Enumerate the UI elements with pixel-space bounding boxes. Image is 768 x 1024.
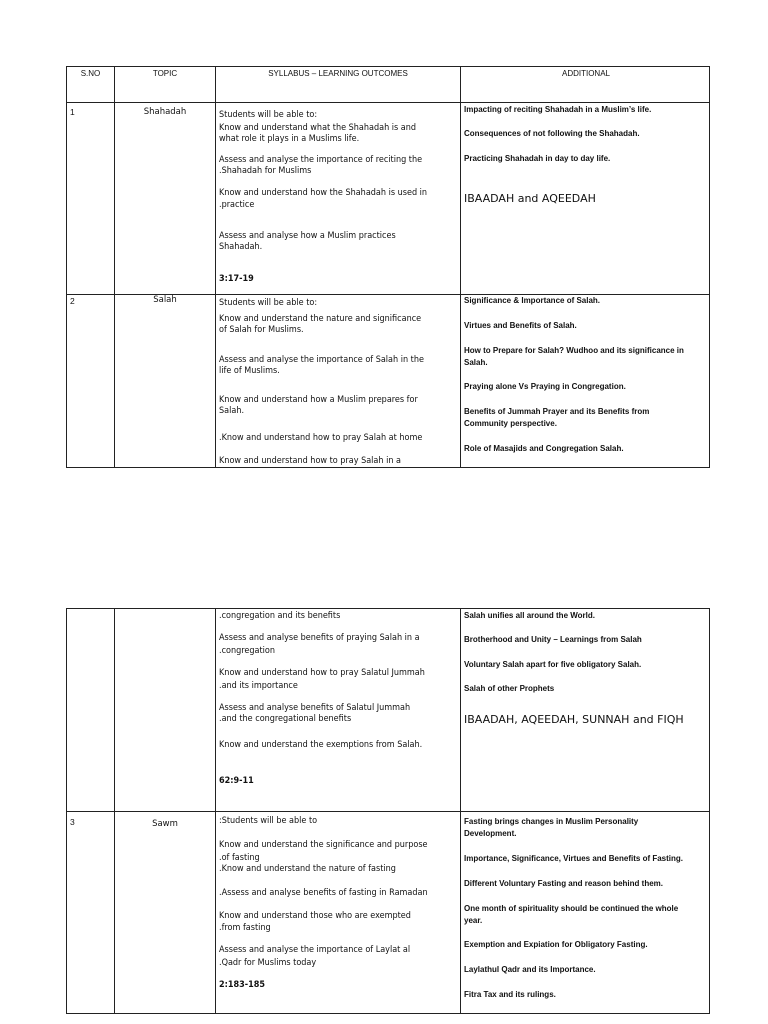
row-3-additional-line: year. — [464, 916, 483, 925]
header-divider — [67, 102, 709, 103]
row-2-cont-additional-line: Brotherhood and Unity – Learnings from Salah — [464, 635, 642, 644]
row-2-cont-syllabus-line: Know and understand how to pray Salatul Jummah — [219, 668, 425, 678]
row-2-cont-additional-line: Voluntary Salah apart for five obligatory Salah. — [464, 660, 642, 669]
row-3-additional-line: Different Voluntary Fasting and reason behind them. — [464, 879, 663, 888]
row-1-syllabus-line: .Shahadah for Muslims — [219, 166, 312, 176]
row-1-syllabus-line: Students will be able to: — [219, 110, 318, 120]
row-3-additional-line: Fitra Tax and its rulings. — [464, 990, 556, 999]
row-3-quran-reference: 2:183-185 — [219, 980, 266, 990]
row-3-syllabus-line: :Students will be able to — [219, 816, 318, 826]
row-2-additional-line: Role of Masajids and Congregation Salah. — [464, 444, 624, 453]
row-3-syllabus-line: .Know and understand the nature of fasting — [219, 864, 396, 874]
row-2-syllabus-line: Know and understand the nature and significance — [219, 314, 422, 324]
row-2-cont-syllabus-line: .congregation — [219, 646, 275, 656]
row-2-syllabus-line: Salah. — [219, 406, 245, 416]
header-syllabus: SYLLABUS – LEARNING OUTCOMES — [268, 69, 408, 78]
row-3-topic: Sawm — [152, 819, 178, 829]
header-additional: ADDITIONAL — [561, 69, 610, 78]
row-2-cont-syllabus-line: Assess and analyse benefits of praying Salah in a — [219, 633, 420, 643]
row-2-cont-additional-line: Salah unifies all around the World. — [464, 611, 595, 620]
row-2-additional-line: Benefits of Jummah Prayer and its Benefits from — [464, 407, 650, 416]
row-1-additional-line: Practicing Shahadah in day to day life. — [464, 154, 611, 163]
row-2-quran-reference: 62:9-11 — [219, 776, 254, 786]
row-1-quran-reference: 3:17-19 — [219, 274, 254, 284]
row-3-additional-line: One month of spirituality should be continued the whole — [464, 904, 679, 913]
row-2-syllabus-line: Know and understand how to pray Salah in a — [219, 456, 402, 466]
row-3-sno: 3 — [70, 817, 75, 827]
row-2-additional-line: Praying alone Vs Praying in Congregation. — [464, 382, 626, 391]
row-1-syllabus-line: Shahadah. — [219, 242, 263, 252]
row-2-sno: 2 — [70, 296, 75, 306]
row-3-syllabus-line: .Qadr for Muslims today — [219, 958, 317, 968]
column-divider — [460, 67, 461, 467]
row-2-additional-line: Community perspective. — [464, 419, 557, 428]
column-divider — [114, 67, 115, 467]
row-1-additional-line: Consequences of not following the Shahadah. — [464, 129, 640, 138]
row-2-additional-line: Salah. — [464, 358, 488, 367]
row-divider — [67, 811, 709, 812]
row-1-sno: 1 — [70, 107, 75, 117]
row-2-cont-syllabus-line: .congregation and its benefits — [219, 611, 341, 621]
row-3-syllabus-line: .Assess and analyse benefits of fasting in Ramadan — [219, 888, 428, 898]
row-1-topic: Shahadah — [143, 107, 187, 117]
row-1-syllabus-line: Assess and analyse the importance of reciting the — [219, 155, 423, 165]
row-1-syllabus-line: Know and understand how the Shahadah is used in — [219, 188, 428, 198]
row-2-syllabus-line: of Salah for Muslims. — [219, 325, 304, 335]
row-1-syllabus-line: .practice — [219, 200, 255, 210]
row-3-syllabus-line: Assess and analyse the importance of Laylat al — [219, 945, 411, 955]
row-3-syllabus-line: .from fasting — [219, 923, 271, 933]
row-3-syllabus-line: .of fasting — [219, 853, 260, 863]
row-2-cont-syllabus-line: Know and understand the exemptions from Salah. — [219, 740, 423, 750]
row-2-additional-line: Virtues and Benefits of Salah. — [464, 321, 577, 330]
row-3-additional-line: Fasting brings changes in Muslim Personality — [464, 817, 639, 826]
row-3-additional-line: Exemption and Expiation for Obligatory Fasting. — [464, 940, 648, 949]
row-2-category: IBAADAH, AQEEDAH, SUNNAH and FIQH — [464, 713, 684, 726]
row-1-additional-line: Impacting of reciting Shahadah in a Muslim’s life. — [464, 105, 652, 114]
row-2-syllabus-line: Students will be able to: — [219, 298, 318, 308]
row-2-syllabus-line: Assess and analyse the importance of Salah in the — [219, 355, 424, 365]
row-3-syllabus-line: Know and understand the significance and purpose — [219, 840, 428, 850]
row-3-additional-line: Development. — [464, 829, 517, 838]
column-divider — [215, 67, 216, 467]
row-2-additional-line: Significance & Importance of Salah. — [464, 296, 601, 305]
row-2-syllabus-line: .Know and understand how to pray Salah at home — [219, 433, 423, 443]
syllabus-table-page-2 — [66, 608, 710, 1014]
row-2-topic: Salah — [153, 295, 177, 305]
row-2-cont-syllabus-line: .and the congregational benefits — [219, 714, 352, 724]
row-1-category: IBAADAH and AQEEDAH — [464, 192, 596, 205]
row-2-cont-additional-line: Salah of other Prophets — [464, 684, 555, 693]
row-2-additional-line: How to Prepare for Salah? Wudhoo and its significance in — [464, 346, 684, 355]
row-3-syllabus-line: Know and understand those who are exempted — [219, 911, 411, 921]
header-topic: TOPIC — [152, 69, 178, 78]
row-3-additional-line: Laylathul Qadr and its Importance. — [464, 965, 596, 974]
row-1-syllabus-line: Know and understand what the Shahadah is and — [219, 123, 417, 133]
row-2-cont-syllabus-line: .and its importance — [219, 681, 298, 691]
row-1-syllabus-line: what role it plays in a Muslims life. — [219, 134, 360, 144]
row-2-syllabus-line: life of Muslims. — [219, 366, 280, 376]
row-1-syllabus-line: Assess and analyse how a Muslim practices — [219, 231, 396, 241]
row-3-additional-line: Importance, Significance, Virtues and Benefits of Fasting. — [464, 854, 684, 863]
row-2-syllabus-line: Know and understand how a Muslim prepares for — [219, 395, 418, 405]
row-2-cont-syllabus-line: Assess and analyse benefits of Salatul Jummah — [219, 703, 411, 713]
syllabus-table-page-1 — [66, 66, 710, 468]
header-sno: S.NO — [80, 69, 101, 78]
